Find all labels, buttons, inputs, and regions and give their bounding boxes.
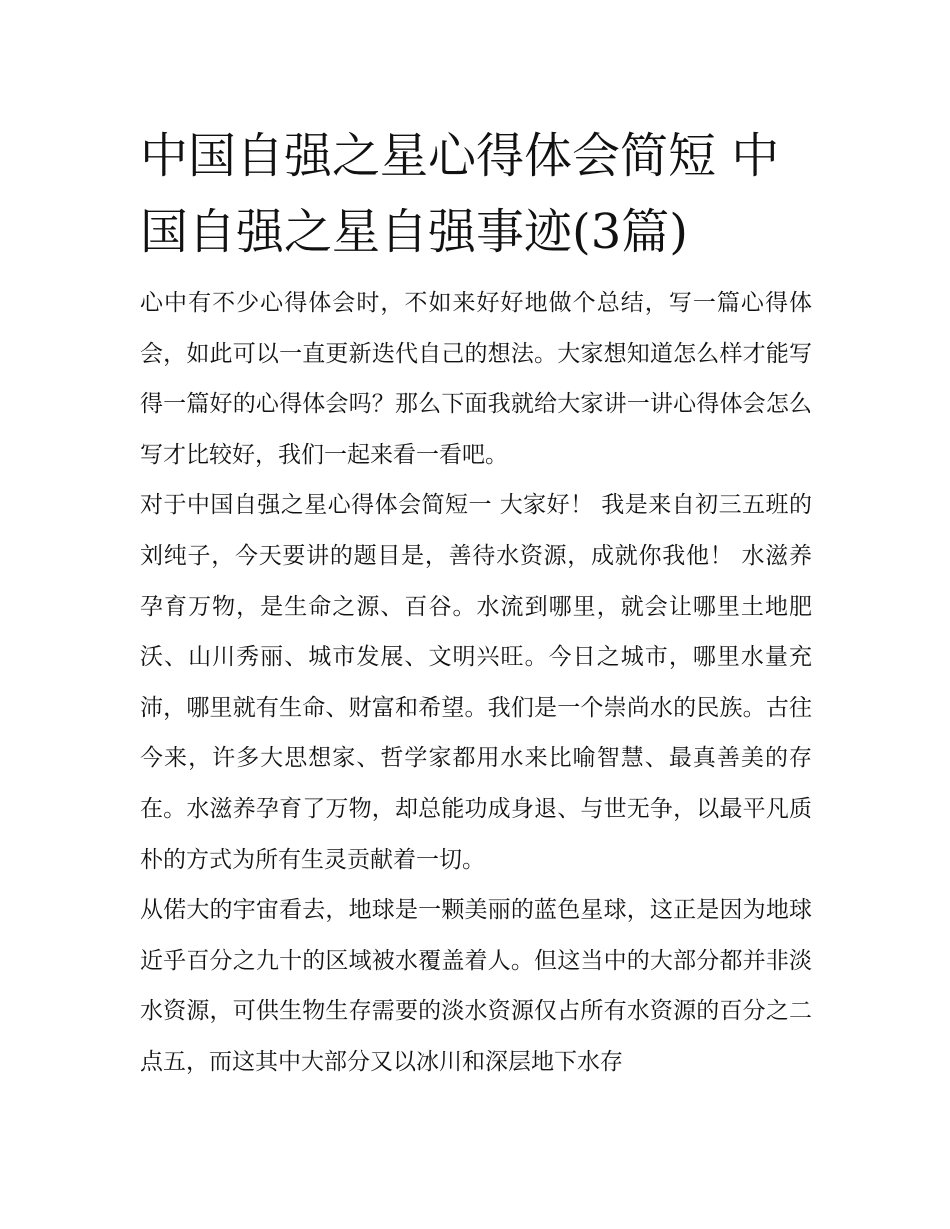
paragraph-speech: 对于中国自强之星心得体会简短一 大家好！ 我是来自初三五班的刘纯子，今天要讲的题目是，善待水资源，成就你我他！ 水滋养孕育万物，是生命之源、百谷。水流到哪里，就会让哪里土地肥沃、山川秀丽、城市发展、文明兴旺。今日之城市，哪里水量充沛，哪里就有生命、财富和希望。我们是一个崇尚水的民族。古往今来，许多大思想家、哲学家都用水来比喻智慧、最真善美的存在。水滋养孕育了万物，却总能功成身退、与世无争，以最平凡质朴的方式为所有生灵贡献着一切。: [140, 492, 812, 873]
paragraph-intro: 心中有不少心得体会时，不如来好好地做个总结，写一篇心得体会，如此可以一直更新迭代自己的想法。大家想知道怎么样才能写得一篇好的心得体会吗？那么下面我就给大家讲一讲心得体会怎么写才比较好，我们一起来看一看吧。: [140, 290, 812, 468]
document-page: [140, 118, 812, 1088]
document-title: 中国自强之星心得体会简短 中国自强之星自强事迹(3篇): [140, 128, 780, 260]
paragraph-earth-water: 从偌大的宇宙看去，地球是一颗美丽的蓝色星球，这正是因为地球近乎百分之九十的区域被水覆盖着人。但这当中的大部分都并非淡水资源，可供生物生存需要的淡水资源仅占所有水资源的百分之二点五，而这其中大部分又以冰川和深层地下水存: [140, 897, 812, 1075]
